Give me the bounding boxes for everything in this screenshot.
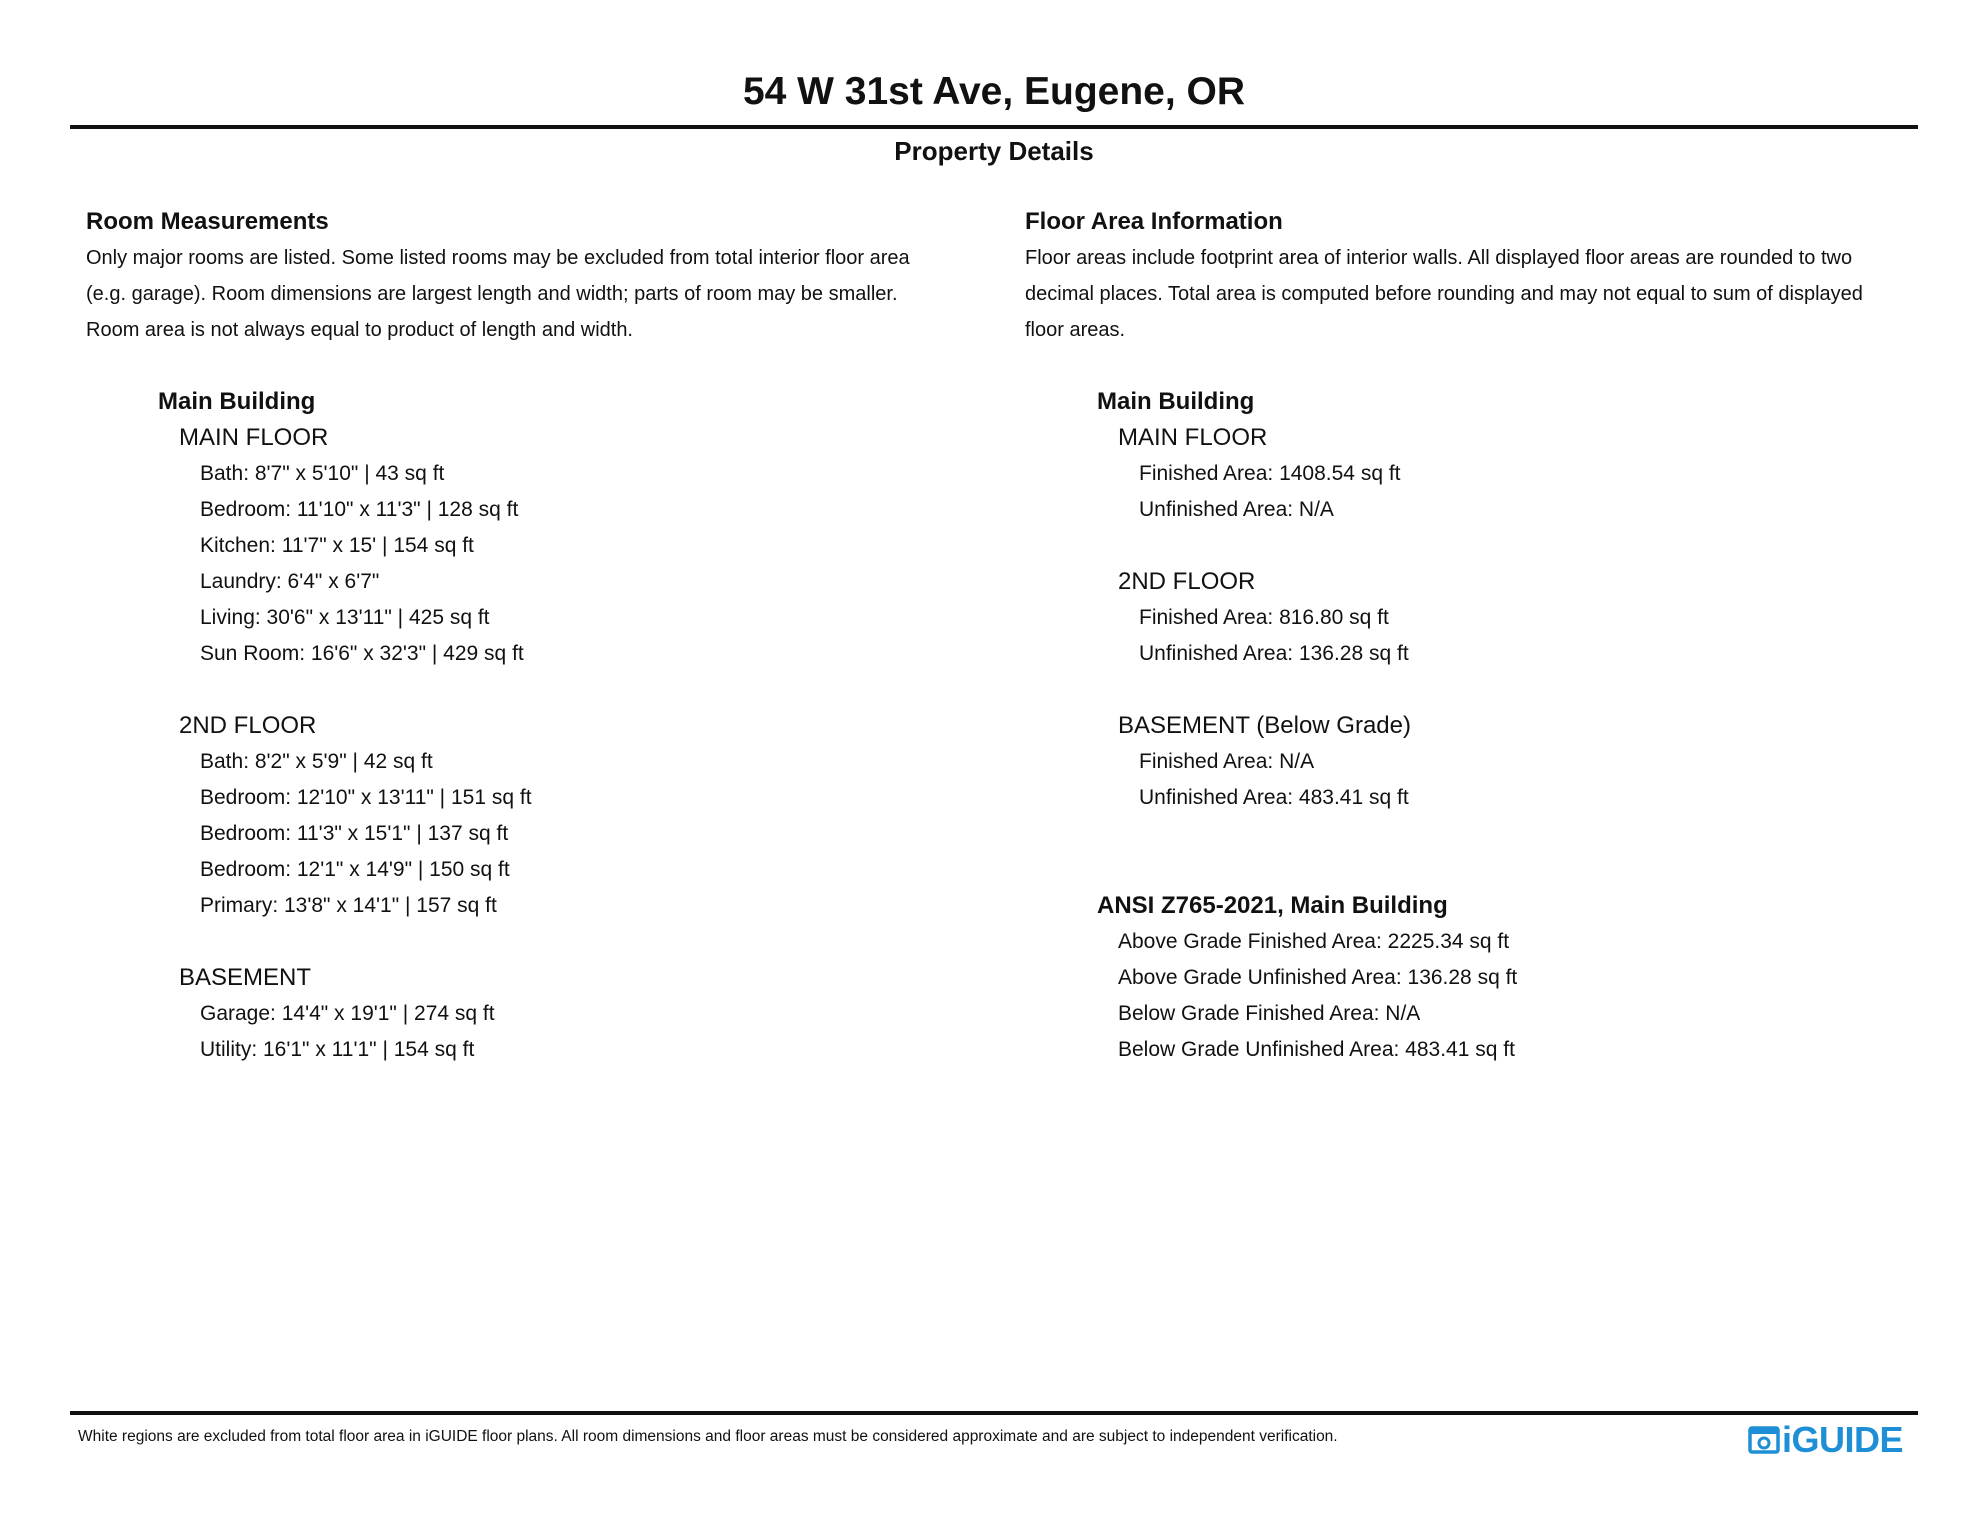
- spacer: [1025, 672, 1925, 708]
- floor-area-section: [1025, 204, 1925, 1068]
- room-measurements-section: [86, 204, 986, 1068]
- room-item: Living: 30'6" x 13'11" | 425 sq ft: [200, 606, 490, 629]
- room-measurements-heading: Room Measurements: [86, 208, 329, 235]
- iguide-camera-icon: [1748, 1425, 1780, 1455]
- room-item: Bedroom: 12'1" x 14'9" | 150 sq ft: [200, 858, 510, 881]
- room-item: Bedroom: 11'10" x 11'3" | 128 sq ft: [200, 498, 519, 521]
- area-item: Unfinished Area: 483.41 sq ft: [1139, 786, 1409, 809]
- ansi-heading: ANSI Z765-2021, Main Building: [1097, 892, 1448, 919]
- ansi-item: Above Grade Unfinished Area: 136.28 sq ft: [1118, 966, 1518, 989]
- floor-name: BASEMENT (Below Grade): [1118, 712, 1411, 739]
- ansi-item: Below Grade Finished Area: N/A: [1118, 1002, 1421, 1025]
- ansi-item: Below Grade Unfinished Area: 483.41 sq ft: [1118, 1038, 1515, 1061]
- area-item: Finished Area: 816.80 sq ft: [1139, 606, 1389, 629]
- floor-name: 2ND FLOOR: [1118, 568, 1256, 595]
- footer-rule: [70, 1411, 1918, 1415]
- spacer: [86, 672, 986, 708]
- area-item: Finished Area: 1408.54 sq ft: [1139, 462, 1401, 485]
- iguide-logo: [1748, 1420, 1903, 1460]
- room-item: Kitchen: 11'7" x 15' | 154 sq ft: [200, 534, 474, 557]
- floor-area-description: Floor areas include footprint area of interior walls. All displayed floor areas are rounded to two decimal places. Total area is computed before rounding and may not equal to sum of displayed floor areas.: [1025, 247, 1863, 341]
- room-measurements-description: Only major rooms are listed. Some listed rooms may be excluded from total interior floor area (e.g. garage). Room dimensions are largest length and width; parts of room may be smaller. Room area is not always equal to product of length and width.: [86, 247, 910, 341]
- ansi-item: Above Grade Finished Area: 2225.34 sq ft: [1118, 930, 1510, 953]
- room-item: Laundry: 6'4" x 6'7": [200, 570, 380, 593]
- room-item: Bath: 8'7" x 5'10" | 43 sq ft: [200, 462, 445, 485]
- footer-disclaimer: White regions are excluded from total floor area in iGUIDE floor plans. All room dimensions and floor areas must be considered approximate and are subject to independent verification.: [78, 1428, 1338, 1445]
- room-item: Primary: 13'8" x 14'1" | 157 sq ft: [200, 894, 497, 917]
- building-heading: Main Building: [1097, 388, 1255, 415]
- floor-name: MAIN FLOOR: [179, 424, 329, 451]
- building-heading: Main Building: [158, 388, 316, 415]
- area-item: Unfinished Area: N/A: [1139, 498, 1334, 521]
- title-rule: [70, 125, 1918, 129]
- floor-name: 2ND FLOOR: [179, 712, 317, 739]
- floor-name: BASEMENT: [179, 964, 312, 991]
- area-item: Finished Area: N/A: [1139, 750, 1315, 773]
- spacer: [86, 924, 986, 960]
- room-item: Bedroom: 12'10" x 13'11" | 151 sq ft: [200, 786, 532, 809]
- room-item: Utility: 16'1" x 11'1" | 154 sq ft: [200, 1038, 475, 1061]
- room-item: Garage: 14'4" x 19'1" | 274 sq ft: [200, 1002, 495, 1025]
- page-title: 54 W 31st Ave, Eugene, OR: [742, 70, 1246, 113]
- logo-wordmark: iGUIDE: [1782, 1419, 1904, 1460]
- area-item: Unfinished Area: 136.28 sq ft: [1139, 642, 1409, 665]
- page-subtitle: Property Details: [894, 136, 1094, 166]
- floor-name: MAIN FLOOR: [1118, 424, 1268, 451]
- room-item: Bedroom: 11'3" x 15'1" | 137 sq ft: [200, 822, 509, 845]
- room-item: Sun Room: 16'6" x 32'3" | 429 sq ft: [200, 642, 524, 665]
- room-item: Bath: 8'2" x 5'9" | 42 sq ft: [200, 750, 433, 773]
- floor-area-heading: Floor Area Information: [1025, 208, 1283, 235]
- spacer: [1025, 528, 1925, 564]
